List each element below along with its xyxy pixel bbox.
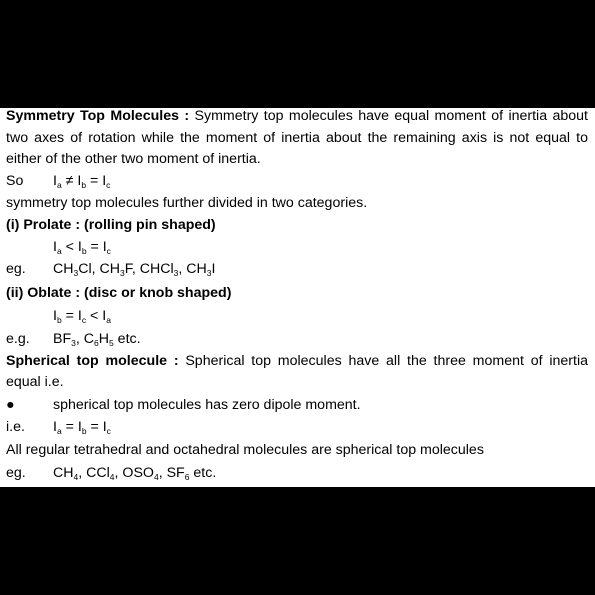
oblate-examples: $BF_3$, $C_6H_5$ etc. <box>53 331 141 348</box>
bullet-icon: ● <box>6 397 15 413</box>
symmetry-top-paragraph-line3: either of the other two moment of inertia. <box>6 151 261 167</box>
oblate-eg-label: e.g. <box>6 331 30 347</box>
symmetry-relation: $I_a \ne I_b = I_c$ <box>53 173 111 190</box>
spherical-top-heading: Spherical top molecule : <box>6 353 179 369</box>
spherical-examples: $CH_4$, CCl$_4$, $OSO_4$, $SF_6$ etc. <box>53 465 217 482</box>
prolate-examples: $CH_3Cl$, $CH_3F$, CHCl$_3$, $CH_3I$ <box>53 261 216 278</box>
spherical-eg-label: eg. <box>6 465 26 481</box>
regular-molecules-text: All regular tetrahedral and octahedral molecules are spherical top molecules <box>6 442 484 458</box>
oblate-relation: $I_b = I_c < I_a$ <box>53 308 111 325</box>
document-page <box>0 108 595 487</box>
symmetry-top-paragraph-line1: Symmetry Top Molecules : Symmetry top molecules have equal moment of inertia about <box>6 108 588 124</box>
symmetry-top-heading: Symmetry Top Molecules : <box>6 108 190 124</box>
symmetry-relation-line <box>6 173 111 190</box>
prolate-heading: (i) Prolate : (rolling pin shaped) <box>6 217 216 233</box>
spherical-relation: $I_a = I_b = I_c$ <box>53 419 111 436</box>
spherical-examples-line <box>6 465 217 482</box>
bullet-line <box>6 397 361 414</box>
prolate-examples-line <box>6 261 216 278</box>
bullet-text: spherical top molecules has zero dipole moment. <box>53 397 361 413</box>
oblate-examples-line <box>6 331 141 348</box>
spherical-top-paragraph-line2: equal i.e. <box>6 374 64 390</box>
ie-label: i.e. <box>6 419 25 435</box>
oblate-heading: (ii) Oblate : (disc or knob shaped) <box>6 285 232 301</box>
symmetry-top-paragraph-line2: two axes of rotation while the moment of inertia about the remaining axis is not equal to <box>6 130 588 146</box>
so-label: So <box>6 173 24 189</box>
spherical-relation-line <box>6 419 111 436</box>
prolate-eg-label: eg. <box>6 261 26 277</box>
spherical-top-paragraph-line1: Spherical top molecule : Spherical top molecules have all the three moment of inertia <box>6 353 588 369</box>
prolate-relation: $I_a < I_b = I_c$ <box>53 239 111 256</box>
categories-text: symmetry top molecules further divided in two categories. <box>6 195 368 211</box>
